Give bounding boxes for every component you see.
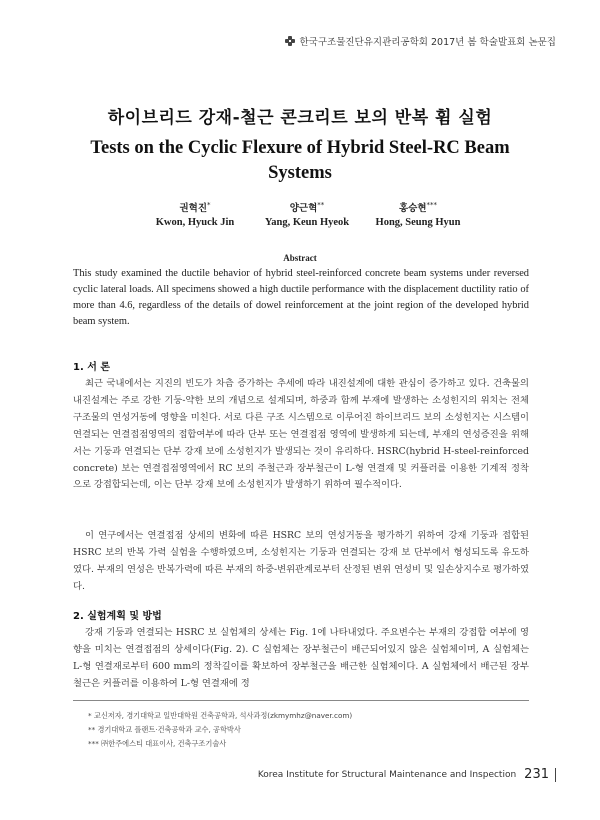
title-english-line1: Tests on the Cyclic Flexure of Hybrid Steel-RC Beam <box>90 138 510 158</box>
author-2 <box>252 200 362 228</box>
author-2-mark: ** <box>317 200 325 209</box>
section-1-para-1: 최근 국내에서는 지진의 빈도가 차츰 증가하는 추세에 따라 내진설계에 대한 관심이 증가하고 있다. 건축물의 내진설계는 주로 강한 기둥-약한 보의 개념으로 설계되며, 하중과 함께 부재에 발생하는 소성힌지의 위치는 전체 구조물의 연성거동에 영향을 미친다. 서로 다른 구조 시스템으로 이루어진 하이브리드 보의 소성힌지는 시스템이 연결되는 연결접점영역의 접합여부에 따라 단부 또는 연결접점 영역에 발생하게 되는데, 부재의 연성증진을 위해서는 기둥과 연결되는 단부 강재 보에 소성힌지가 발생되는 것이 유리하다. HSRC(hybrid H-steel-reinforced concrete) 보는 연결접점영역에서 RC 보의 주철근과 장부철근이 L-형 연결재 및 커플러를 이용한 기계적 정착으로 강접합되는데, 이는 단부 강재 보에 소성힌지가 발생하기 위하여 필수적이다. <box>73 378 529 491</box>
author-1 <box>140 200 250 228</box>
abstract-text: This study examined the ductile behavior of hybrid steel-reinforced concrete beam systems under reversed cyclic lateral loads. All specimens showed a high ductile performance with the displacement ductility ratio of more than 4.6, regardless of the details of dowel reinforcement at the joint region of the developed hybrid beam system. <box>73 268 529 327</box>
author-2-ko: 양근혁 <box>289 203 318 214</box>
footnotes <box>88 709 352 751</box>
page-footer <box>258 768 556 782</box>
author-2-en: Yang, Keun Hyeok <box>264 217 350 228</box>
section-2-para-1: 강재 기둥과 연결되는 HSRC 보 실험체의 상세는 Fig. 1에 나타내었다. 주요변수는 부재의 강접합 여부에 영향을 미치는 연결접점의 상세이다(Fig. 2). C 실험체는 장부철근이 배근되어있지 않은 실험체이며, A 실험체는 L-형 연결재로부터 600 mm의 정착길이를 확보하여 장부철근을 배근한 실험체이다. A 실험체에서 배근된 장부철근은 커플러를 이용하여 L-형 연결재에 정 <box>73 627 529 689</box>
author-list <box>0 200 600 240</box>
title-english <box>0 136 600 186</box>
author-1-ko: 권혁진 <box>179 203 208 214</box>
footnote-3: *** ㈜한주에스티 대표이사, 건축구조기술사 <box>88 739 227 748</box>
author-3 <box>363 200 473 228</box>
author-1-mark: * <box>207 200 211 209</box>
section-1-para-2: 이 연구에서는 연결접점 상세의 변화에 따른 HSRC 보의 연성거동을 평가하기 위하여 강재 기둥과 접합된 HSRC 보의 반복 가력 실험을 수행하였으며, 소성힌지는 기둥과 연결되는 강재 보 단부에서 형성되도록 유도하였다. 부재의 연성은 반복가력에 따른 부재의 하중-변위관계로부터 산정된 변위 연성비 및 일손상지수로 평가하였다. <box>73 530 529 592</box>
footnote-1: * 교신저자, 경기대학교 일반대학원 건축공학과, 석사과정(zkmymhz@naver.com) <box>88 711 353 720</box>
author-3-en: Hong, Seung Hyun <box>375 217 461 228</box>
author-3-mark: *** <box>426 200 438 209</box>
abstract-heading: Abstract <box>283 253 317 263</box>
section-2-heading: 2. 실험계획 및 방법 <box>73 611 162 622</box>
title-english-line2: Systems <box>268 163 332 183</box>
author-1-en: Kwon, Hyuck Jin <box>155 217 235 228</box>
author-3-ko: 홍승현 <box>398 203 427 214</box>
journal-header <box>285 34 556 48</box>
footnote-2: ** 경기대학교 플랜트·건축공학과 교수, 공학박사 <box>88 725 241 734</box>
logo-icon <box>285 36 295 46</box>
footer-institute: Korea Institute for Structural Maintenance and Inspection <box>257 770 517 780</box>
section-1-heading: 1. 서 론 <box>73 362 111 373</box>
title-korean: 하이브리드 강재-철근 콘크리트 보의 반복 휨 실험 <box>107 108 493 128</box>
page-number: 231 <box>524 768 556 782</box>
journal-name: 한국구조물진단유지관리공학회 2017년 봄 학술발표회 논문집 <box>299 37 556 48</box>
footnote-divider <box>73 700 529 701</box>
